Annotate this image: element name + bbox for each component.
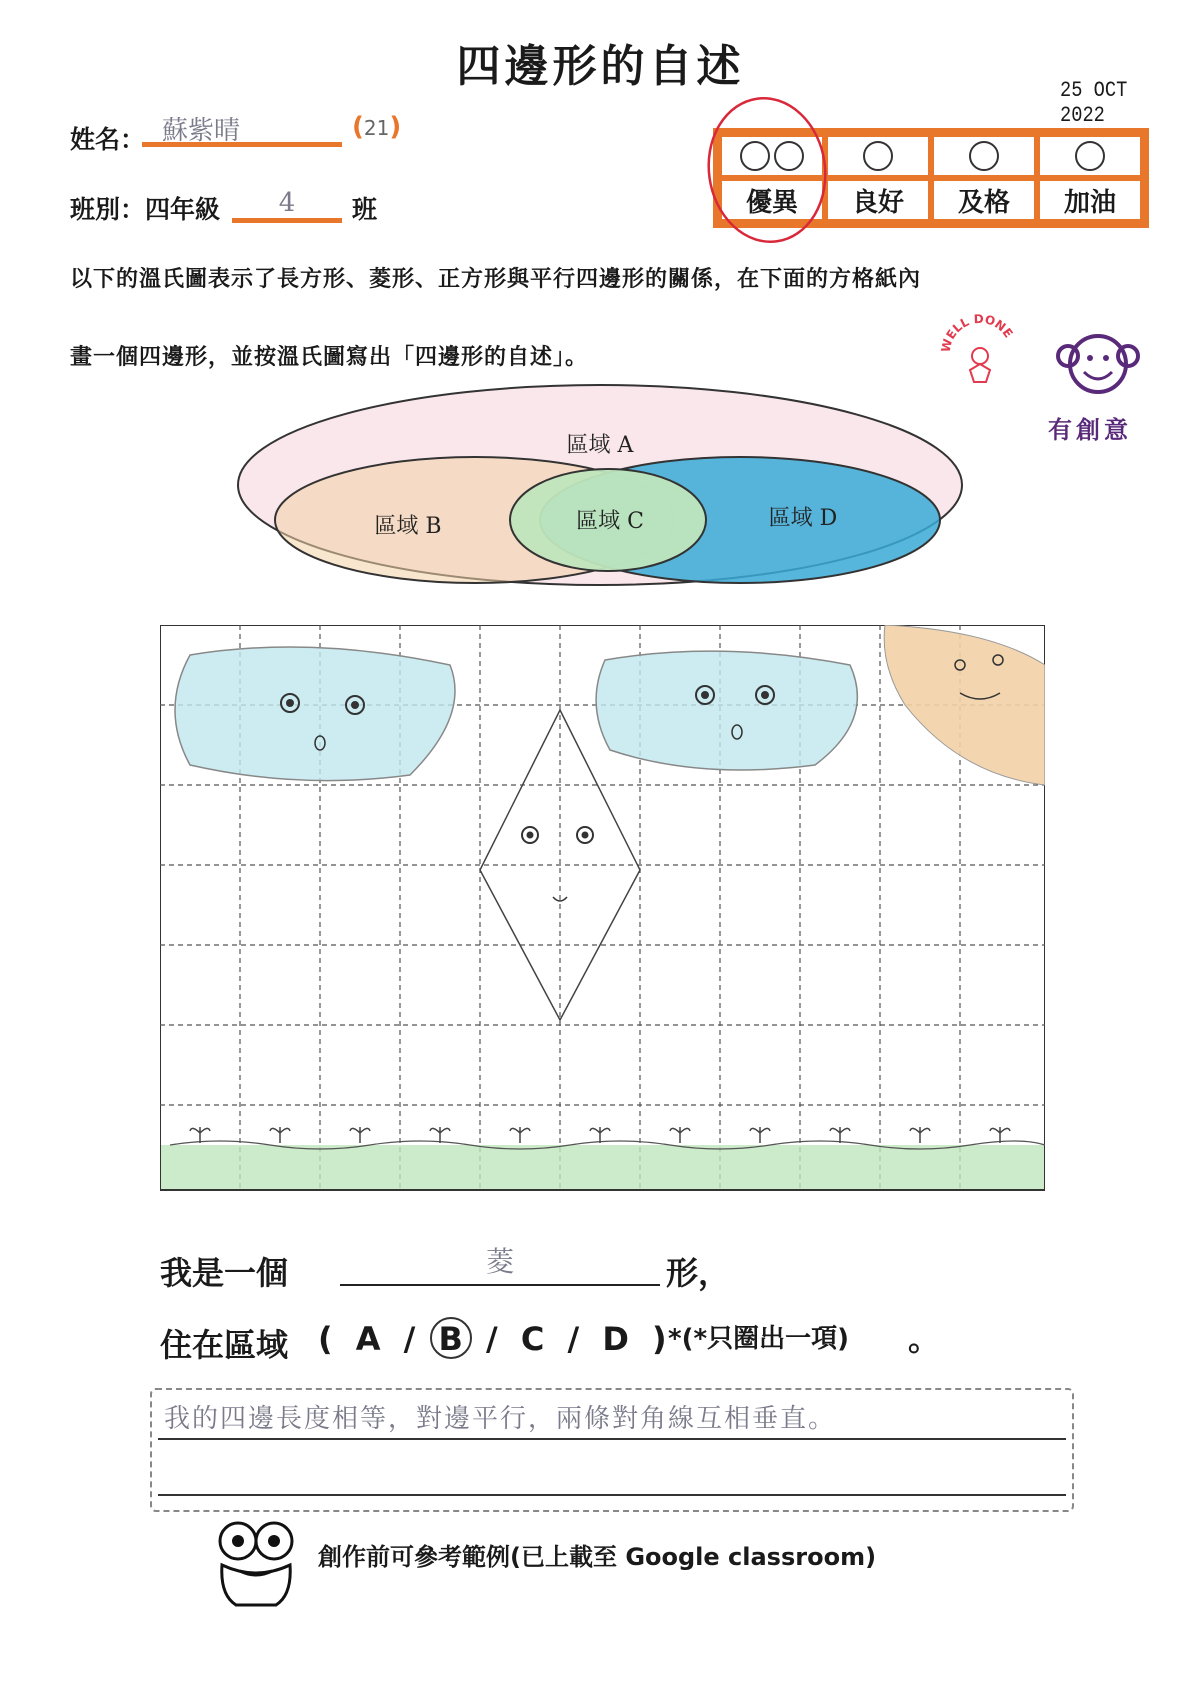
rating-label-good: 良好 [825, 178, 931, 222]
rating-label-try: 加油 [1037, 178, 1143, 222]
rating-selected-circle [700, 90, 835, 245]
description-text: 我的四邊長度相等，對邊平行，兩條對角線互相垂直。 [164, 1404, 837, 1434]
class-field [232, 188, 342, 223]
class-label: 班別：四年級 [70, 195, 221, 224]
cloud-right [596, 651, 857, 770]
description-box [150, 1388, 1074, 1512]
rating-face-try [1037, 134, 1143, 178]
region-period: 。 [908, 1320, 941, 1358]
rating-face-pass [931, 134, 1037, 178]
venn-diagram [225, 380, 975, 595]
region-prefix: 住在區域 [160, 1326, 289, 1364]
venn-label-c: 區域 C [576, 509, 644, 534]
well-done-stamp [940, 308, 1020, 388]
reference-note: 創作前可參考範例(已上載至 Google classroom) [318, 1543, 877, 1571]
student-number: (21) [352, 112, 402, 142]
region-options: ( A / B / C / D ) [318, 1320, 673, 1358]
region-selected-circle [428, 1313, 474, 1363]
shape-answer-field [340, 1240, 660, 1286]
answer-prefix: 我是一個 [160, 1254, 289, 1292]
shape-answer-value: 菱 [485, 1245, 514, 1278]
region-note: *(*只圈出一項) [668, 1324, 849, 1354]
rating-face-good [825, 134, 931, 178]
rating-label-excellent: 優異 [719, 178, 825, 222]
well-done-text: WELL DONE [940, 311, 1016, 354]
creative-stamp-label: 有創意 [1048, 416, 1132, 444]
grid-paper-drawing [160, 625, 1045, 1195]
name-value: 蘇紫晴 [162, 116, 241, 146]
cloud-left [175, 647, 455, 781]
instruction-line-1: 以下的溫氏圖表示了長方形、菱形、正方形與平行四邊形的關係，在下面的方格紙內 [70, 267, 922, 292]
venn-label-d: 區域 D [768, 506, 838, 531]
student-number-value: 21 [363, 116, 390, 140]
venn-label-a: 區域 A [566, 433, 634, 458]
venn-label-b: 區域 B [374, 514, 442, 539]
page-title: 四邊形的自述 [456, 41, 745, 92]
name-field [142, 110, 342, 147]
rating-label-pass: 及格 [931, 178, 1037, 222]
grass-strip [161, 1145, 1044, 1189]
monkey-stamp-icon [1052, 326, 1144, 406]
date-stamp: 25 OCT 2022 [1060, 78, 1128, 128]
frog-mascot-icon [210, 1515, 302, 1615]
class-suffix: 班 [352, 195, 378, 224]
class-value: 4 [278, 188, 296, 218]
instruction-line-2: 畫一個四邊形，並按溫氏圖寫出「四邊形的自述」。 [70, 345, 589, 370]
writing-line-1 [158, 1438, 1066, 1440]
writing-line-2 [158, 1494, 1066, 1496]
name-label: 姓名： [70, 125, 146, 154]
answer-suffix: 形， [666, 1254, 731, 1292]
